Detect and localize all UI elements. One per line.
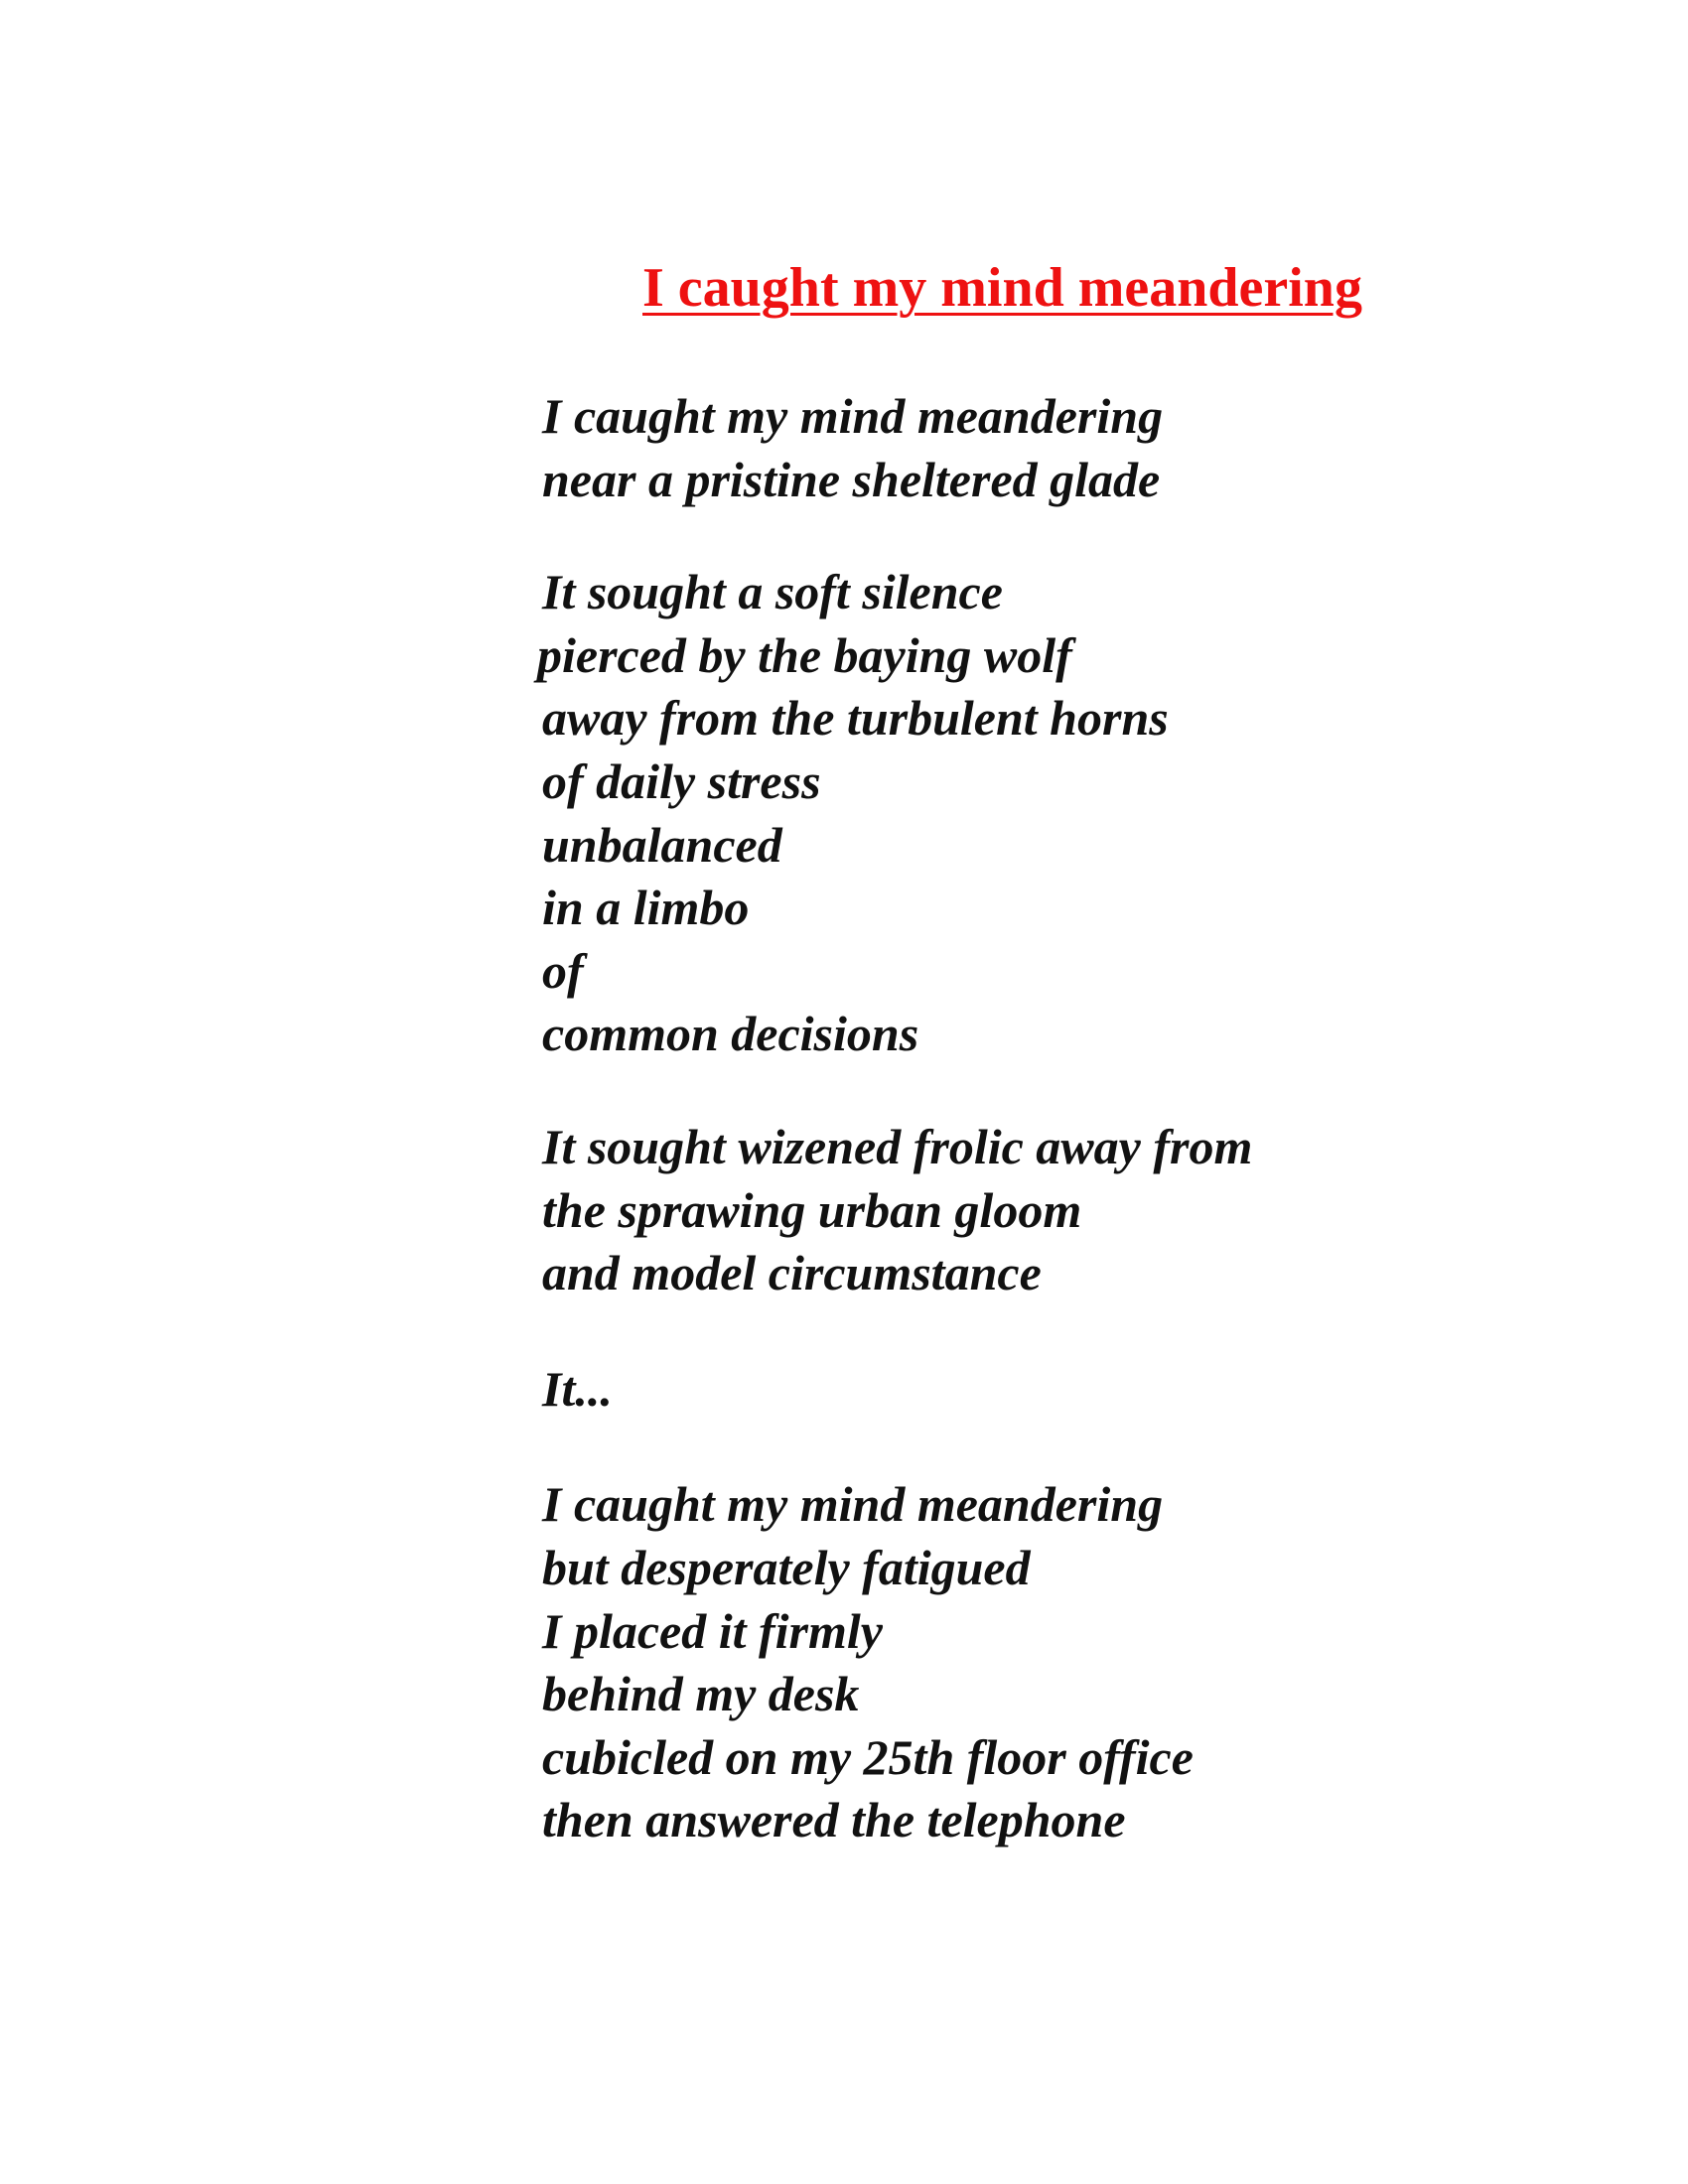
poem-line: I caught my mind meandering bbox=[542, 388, 1164, 444]
poem-body bbox=[537, 385, 1535, 1852]
poem-line: near a pristine sheltered glade bbox=[542, 451, 1161, 507]
poem-line: common decisions bbox=[542, 1006, 919, 1062]
stanza-3 bbox=[542, 1116, 1535, 1305]
poem-line: It sought wizened frolic away from bbox=[542, 1118, 1253, 1174]
poem-line: and model circumstance bbox=[542, 1245, 1042, 1301]
poem-line: the sprawing urban gloom bbox=[542, 1181, 1082, 1238]
stanza-2 bbox=[537, 561, 1535, 1066]
poem-line: cubicled on my 25th floor office bbox=[542, 1728, 1194, 1785]
poem-line: away from the turbulent horns bbox=[542, 690, 1169, 747]
stanza-4 bbox=[542, 1358, 1535, 1422]
stanza-1 bbox=[542, 385, 1535, 511]
poem-line: It sought a soft silence bbox=[542, 564, 1003, 620]
poem-line: I placed it firmly bbox=[542, 1602, 883, 1659]
poem-line: It... bbox=[542, 1360, 613, 1417]
poem-line: of daily stress bbox=[542, 752, 821, 809]
poem-line: I caught my mind meandering bbox=[542, 1476, 1164, 1533]
poem-line: behind my desk bbox=[542, 1666, 860, 1722]
poem-line: pierced by the baying wolf bbox=[537, 626, 1072, 683]
poem-line: in a limbo bbox=[542, 880, 750, 936]
poem-line: then answered the telephone bbox=[542, 1792, 1126, 1848]
poem-line: unbalanced bbox=[542, 816, 782, 873]
poem-line: but desperately fatigued bbox=[542, 1539, 1031, 1595]
stanza-5 bbox=[542, 1473, 1535, 1852]
poem-title: I caught my mind meandering bbox=[642, 257, 1362, 319]
stanza-divider bbox=[542, 1305, 1535, 1358]
poem-line: of bbox=[542, 942, 584, 999]
stanza-divider bbox=[542, 1421, 1535, 1473]
stanza-divider bbox=[542, 511, 1535, 561]
stanza-divider bbox=[542, 1066, 1535, 1116]
